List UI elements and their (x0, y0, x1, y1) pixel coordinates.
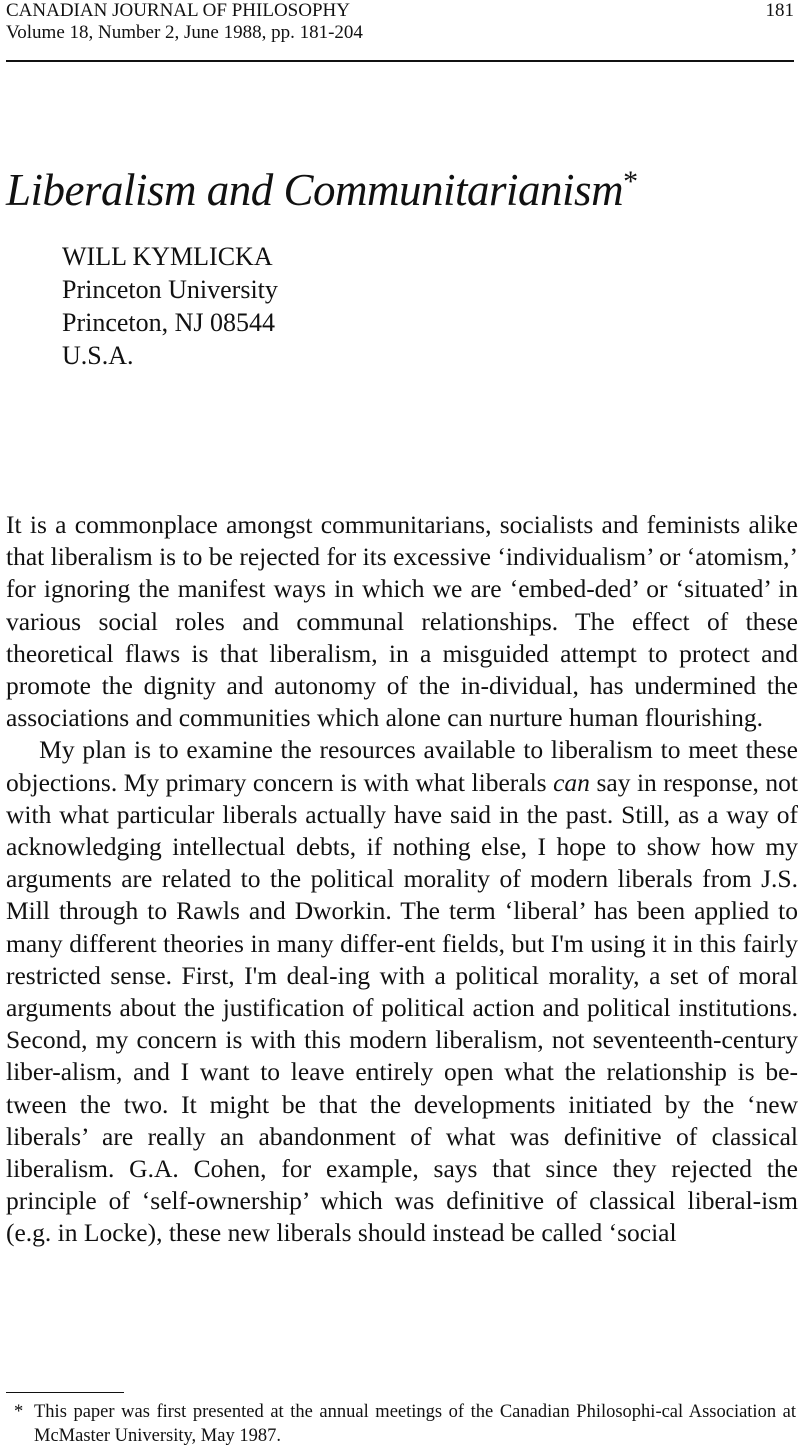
article-title-text: Liberalism and Communitarianism (6, 165, 624, 215)
header-rule (6, 60, 794, 62)
author-name: WILL KYMLICKA (62, 242, 273, 271)
journal-name: CANADIAN JOURNAL OF PHILOSOPHY (6, 0, 350, 21)
paragraph-2-part-1: My plan is to examine the resources available to liberalism to meet these objections. My primary concern is with what liberals (6, 735, 798, 797)
author-affiliation: Princeton University (62, 275, 278, 304)
paragraph-2 (6, 734, 798, 1249)
footnote-rule (6, 1392, 124, 1393)
page-number: 181 (765, 0, 794, 21)
author-block (62, 240, 278, 372)
footnote-text: This paper was first presented at the annual meetings of the Canadian Philosophi-cal Association at McMaster University, May 1987. (34, 1402, 796, 1446)
issue-info: Volume 18, Number 2, June 1988, pp. 181-204 (6, 22, 363, 43)
paragraph-2-part-2: say in response, not with what particular liberals actually have said in the past. Still, as a way of acknowledging intellectual debts, if nothing else, I hope to show how my arguments are related to the political morality of modern liberals from J.S. Mill through to Rawls and Dworkin. The term ‘liberal’ has been applied to many different theories in many differ-ent fields, but I'm using it in this fairly restricted sense. First, I'm deal-ing with a political morality, a set of moral arguments about the justification of political action and political institutions. Second, my concern is with this modern liberalism, not seventeenth-century liber-alism, and I want to leave entirely open what the relationship is be-tween the two. It might be that the developments initiated by the ‘new liberals’ are really an abandonment of what was definitive of classical liberalism. G.A. Cohen, for example, says that since they rejected the principle of ‘self-ownership’ which was definitive of classical liberal-ism (e.g. in Locke), these new liberals should instead be called ‘social (6, 767, 799, 1248)
footnote-mark: * (14, 1402, 24, 1422)
article-title (6, 155, 638, 217)
author-city: Princeton, NJ 08544 (62, 308, 276, 337)
article-body (6, 509, 798, 1250)
paragraph-2-emphasis: can (553, 767, 590, 797)
author-country: U.S.A. (62, 341, 134, 370)
running-head (6, 0, 794, 44)
paragraph-1: It is a commonplace amongst communitarians, socialists and feminists alike that liberalism is to be rejected for its excessive ‘individualism’ or ‘atomism,’ for ignoring the manifest ways in which we are ‘embed-ded’ or ‘situated’ in various social roles and communal relationships. The effect of these theoretical flaws is that liberalism, in a misguided attempt to protect and promote the dignity and autonomy of the in-dividual, has undermined the associations and communities which alone can nurture human flourishing. (6, 510, 798, 733)
title-footnote-mark: * (623, 165, 638, 198)
footnote (14, 1400, 796, 1448)
